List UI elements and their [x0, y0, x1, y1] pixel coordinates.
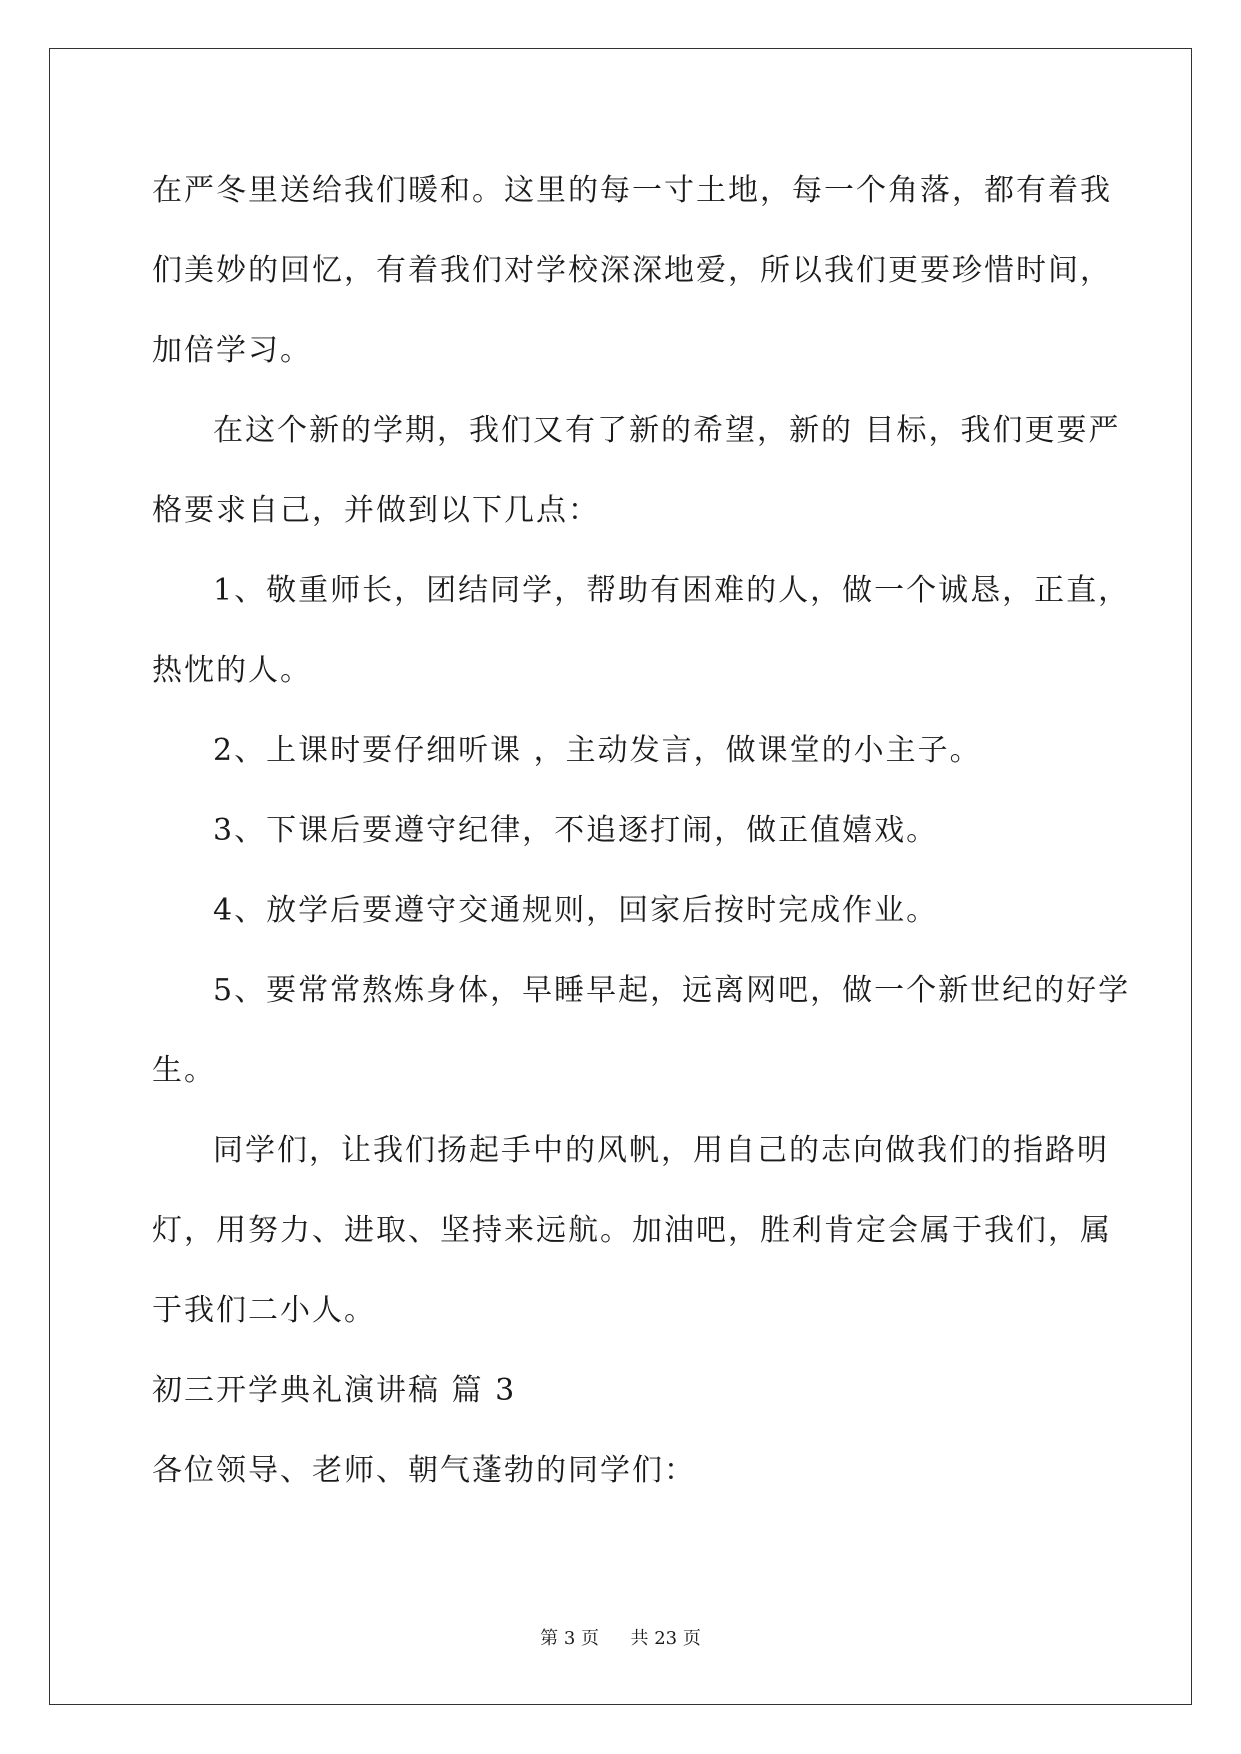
- greeting-line: 各位领导、老师、朝气蓬勃的同学们：: [152, 1453, 696, 1488]
- paragraph-line: 在严冬里送给我们暖和。这里的每一寸土地，每一个角落，都有着我: [152, 173, 1112, 208]
- page-number: 第 3 页: [540, 1628, 600, 1649]
- paragraph-line: 们美妙的回忆，有着我们对学校深深地爱，所以我们更要珍惜时间，: [152, 253, 1112, 288]
- paragraph-line: 同学们，让我们扬起手中的风帆，用自己的志向做我们的指路明: [213, 1133, 1109, 1168]
- page-footer: [0, 1627, 1241, 1651]
- list-item-1-continued: 热忱的人。: [152, 653, 312, 688]
- section-heading: 初三开学典礼演讲稿 篇 3: [152, 1373, 517, 1408]
- page-total: 共 23 页: [630, 1628, 701, 1649]
- paragraph-line: 格要求自己，并做到以下几点：: [152, 493, 600, 528]
- list-item-4: 4、放学后要遵守交通规则，回家后按时完成作业。: [213, 893, 939, 928]
- list-item-5-continued: 生。: [152, 1053, 216, 1088]
- paragraph-line: 在这个新的学期，我们又有了新的希望，新的 目标，我们更要严: [213, 413, 1121, 448]
- list-item-1: 1、敬重师长，团结同学，帮助有困难的人，做一个诚恳，正直，: [213, 573, 1131, 608]
- paragraph-line: 加倍学习。: [152, 333, 312, 368]
- list-item-2: 2、上课时要仔细听课 ，主动发言，做课堂的小主子。: [213, 733, 982, 768]
- list-item-5: 5、要常常熬炼身体，早睡早起，远离网吧，做一个新世纪的好学: [213, 973, 1131, 1008]
- paragraph-line: 于我们二小人。: [152, 1293, 376, 1328]
- list-item-3: 3、下课后要遵守纪律，不追逐打闹，做正值嬉戏。: [213, 813, 939, 848]
- paragraph-line: 灯，用努力、进取、坚持来远航。加油吧，胜利肯定会属于我们，属: [152, 1213, 1112, 1248]
